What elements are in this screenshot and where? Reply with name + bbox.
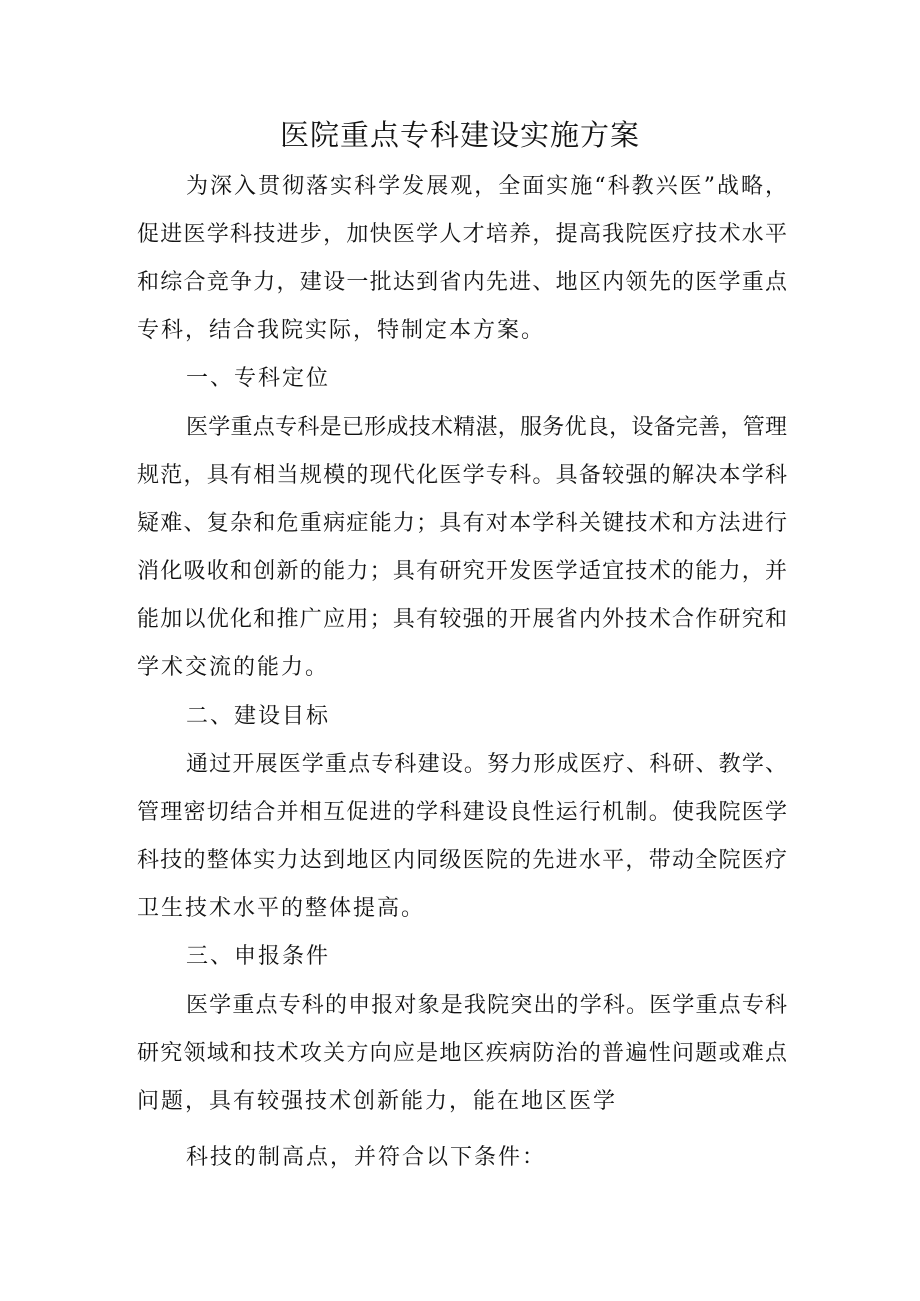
intro-line-1: 为深入贯彻落实科学发展观，全面实施“科教兴医”战略，	[186, 174, 787, 199]
section-1-line-5: 能加以优化和推广应用；具有较强的开展省内外技术合作研究和	[137, 607, 787, 632]
section-3-heading: 三、申报条件	[186, 944, 331, 969]
section-2-line-3: 科技的整体实力达到地区内同级医院的先进水平，带动全院医疗	[137, 848, 787, 873]
section-2-line-1: 通过开展医学重点专科建设。努力形成医疗、科研、教学、	[186, 752, 787, 777]
section-3-line-2: 研究领域和技术攻关方向应是地区疾病防治的普遍性问题或难点	[137, 1041, 787, 1066]
document-title: 医院重点专科建设实施方案	[279, 118, 640, 152]
intro-line-4: 专科，结合我院实际，特制定本方案。	[137, 318, 546, 343]
section-1-line-1: 医学重点专科是已形成技术精湛，服务优良，设备完善，管理	[186, 415, 787, 440]
intro-line-2: 促进医学科技进步，加快医学人才培养，提高我院医疗技术水平	[137, 222, 787, 247]
section-1-line-4: 消化吸收和创新的能力；具有研究开发医学适宜技术的能力，并	[137, 559, 787, 584]
section-1-line-3: 疑难、复杂和危重病症能力；具有对本学科关键技术和方法进行	[137, 511, 787, 536]
section-3-line-3: 问题，具有较强技术创新能力，能在地区医学	[137, 1089, 618, 1114]
section-1-heading: 一、专科定位	[186, 366, 331, 391]
section-3-continuation: 科技的制高点，并符合以下条件：	[186, 1145, 547, 1170]
section-2-line-2: 管理密切结合并相互促进的学科建设良性运行机制。使我院医学	[137, 800, 787, 825]
section-2-line-4: 卫生技术水平的整体提高。	[137, 896, 426, 921]
section-1-line-6: 学术交流的能力。	[137, 655, 330, 680]
section-2-heading: 二、建设目标	[186, 704, 331, 729]
intro-line-3: 和综合竞争力，建设一批达到省内先进、地区内领先的医学重点	[137, 270, 787, 295]
section-1-line-2: 规范，具有相当规模的现代化医学专科。具备较强的解决本学科	[137, 463, 787, 488]
section-3-line-1: 医学重点专科的申报对象是我院突出的学科。医学重点专科	[186, 993, 787, 1018]
